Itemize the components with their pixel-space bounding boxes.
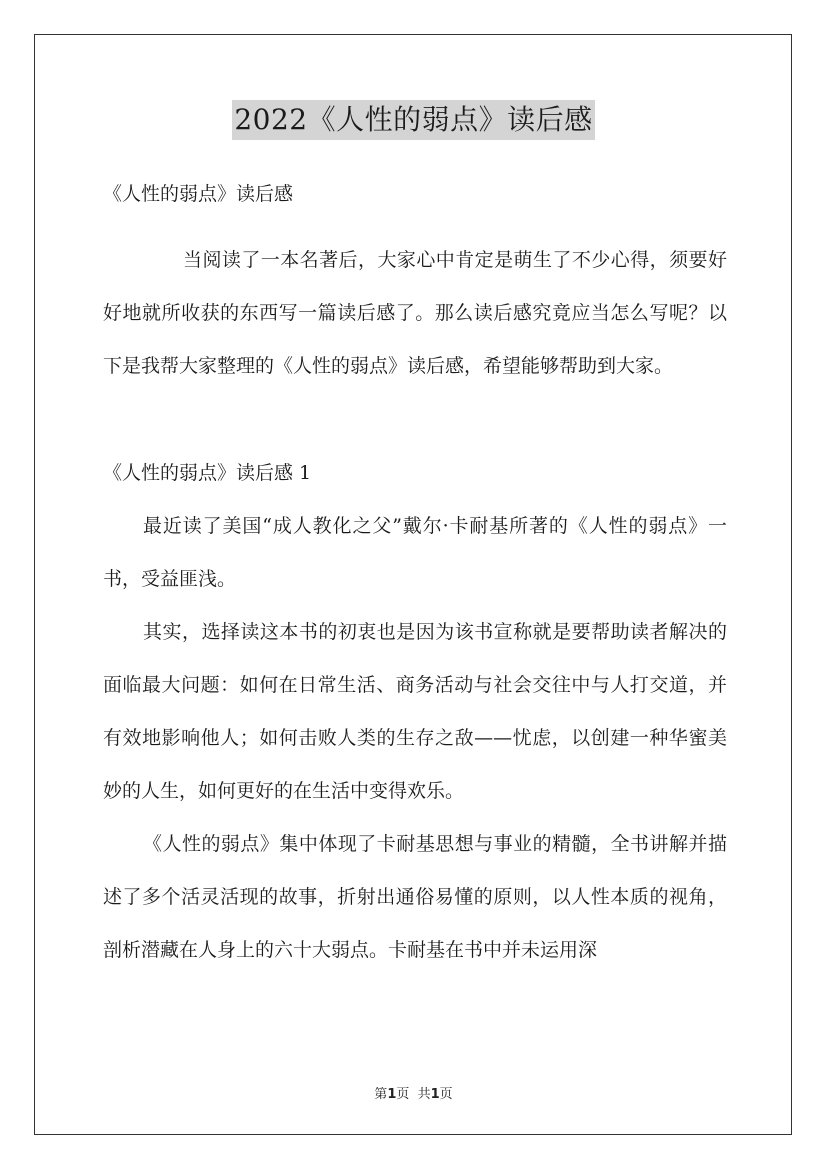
body-paragraph-3: 《人性的弱点》集中体现了卡耐基思想与事业的精髓，全书讲解并描述了多个活灵活现的故事，折射出通俗易懂的原则，以人性本质的视角，剖析潜藏在人身上的六十大弱点。卡耐基在书中并未运用深 [103, 833, 727, 961]
page-footer [0, 1083, 827, 1102]
footer-page-suffix: 页 [439, 1087, 453, 1102]
title-container [0, 100, 827, 140]
section-heading: 《人性的弱点》读后感 1 [103, 462, 312, 484]
body-paragraph-2: 其实，选择读这本书的初衷也是因为该书宣称就是要帮助读者解决的面临最大问题：如何在日常生活、商务活动与社会交往中与人打交道，并有效地影响他人；如何击败人类的生存之敌——忧虑，以创建一种华蜜美妙的人生，如何更好的在生活中变得欢乐。 [103, 621, 727, 802]
document-title: 2022《人性的弱点》读后感 [232, 100, 594, 140]
footer-page-current: 1 [387, 1087, 397, 1102]
footer-page-total: 1 [430, 1087, 440, 1102]
body-paragraph-1: 最近读了美国“成人教化之父”戴尔·卡耐基所著的《人性的弱点》一书，受益匪浅。 [103, 515, 727, 590]
document-subtitle: 《人性的弱点》读后感 [103, 183, 294, 205]
intro-paragraph: 当阅读了一本名著后，大家心中肯定是萌生了不少心得，须要好好地就所收获的东西写一篇读后感了。那么读后感究竟应当怎么写呢？以下是我帮大家整理的《人性的弱点》读后感，希望能够帮助到大家。 [103, 249, 727, 377]
document-body [103, 178, 727, 977]
footer-page-prefix: 第 [374, 1087, 388, 1102]
footer-page-mid: 页 共 [396, 1087, 431, 1102]
